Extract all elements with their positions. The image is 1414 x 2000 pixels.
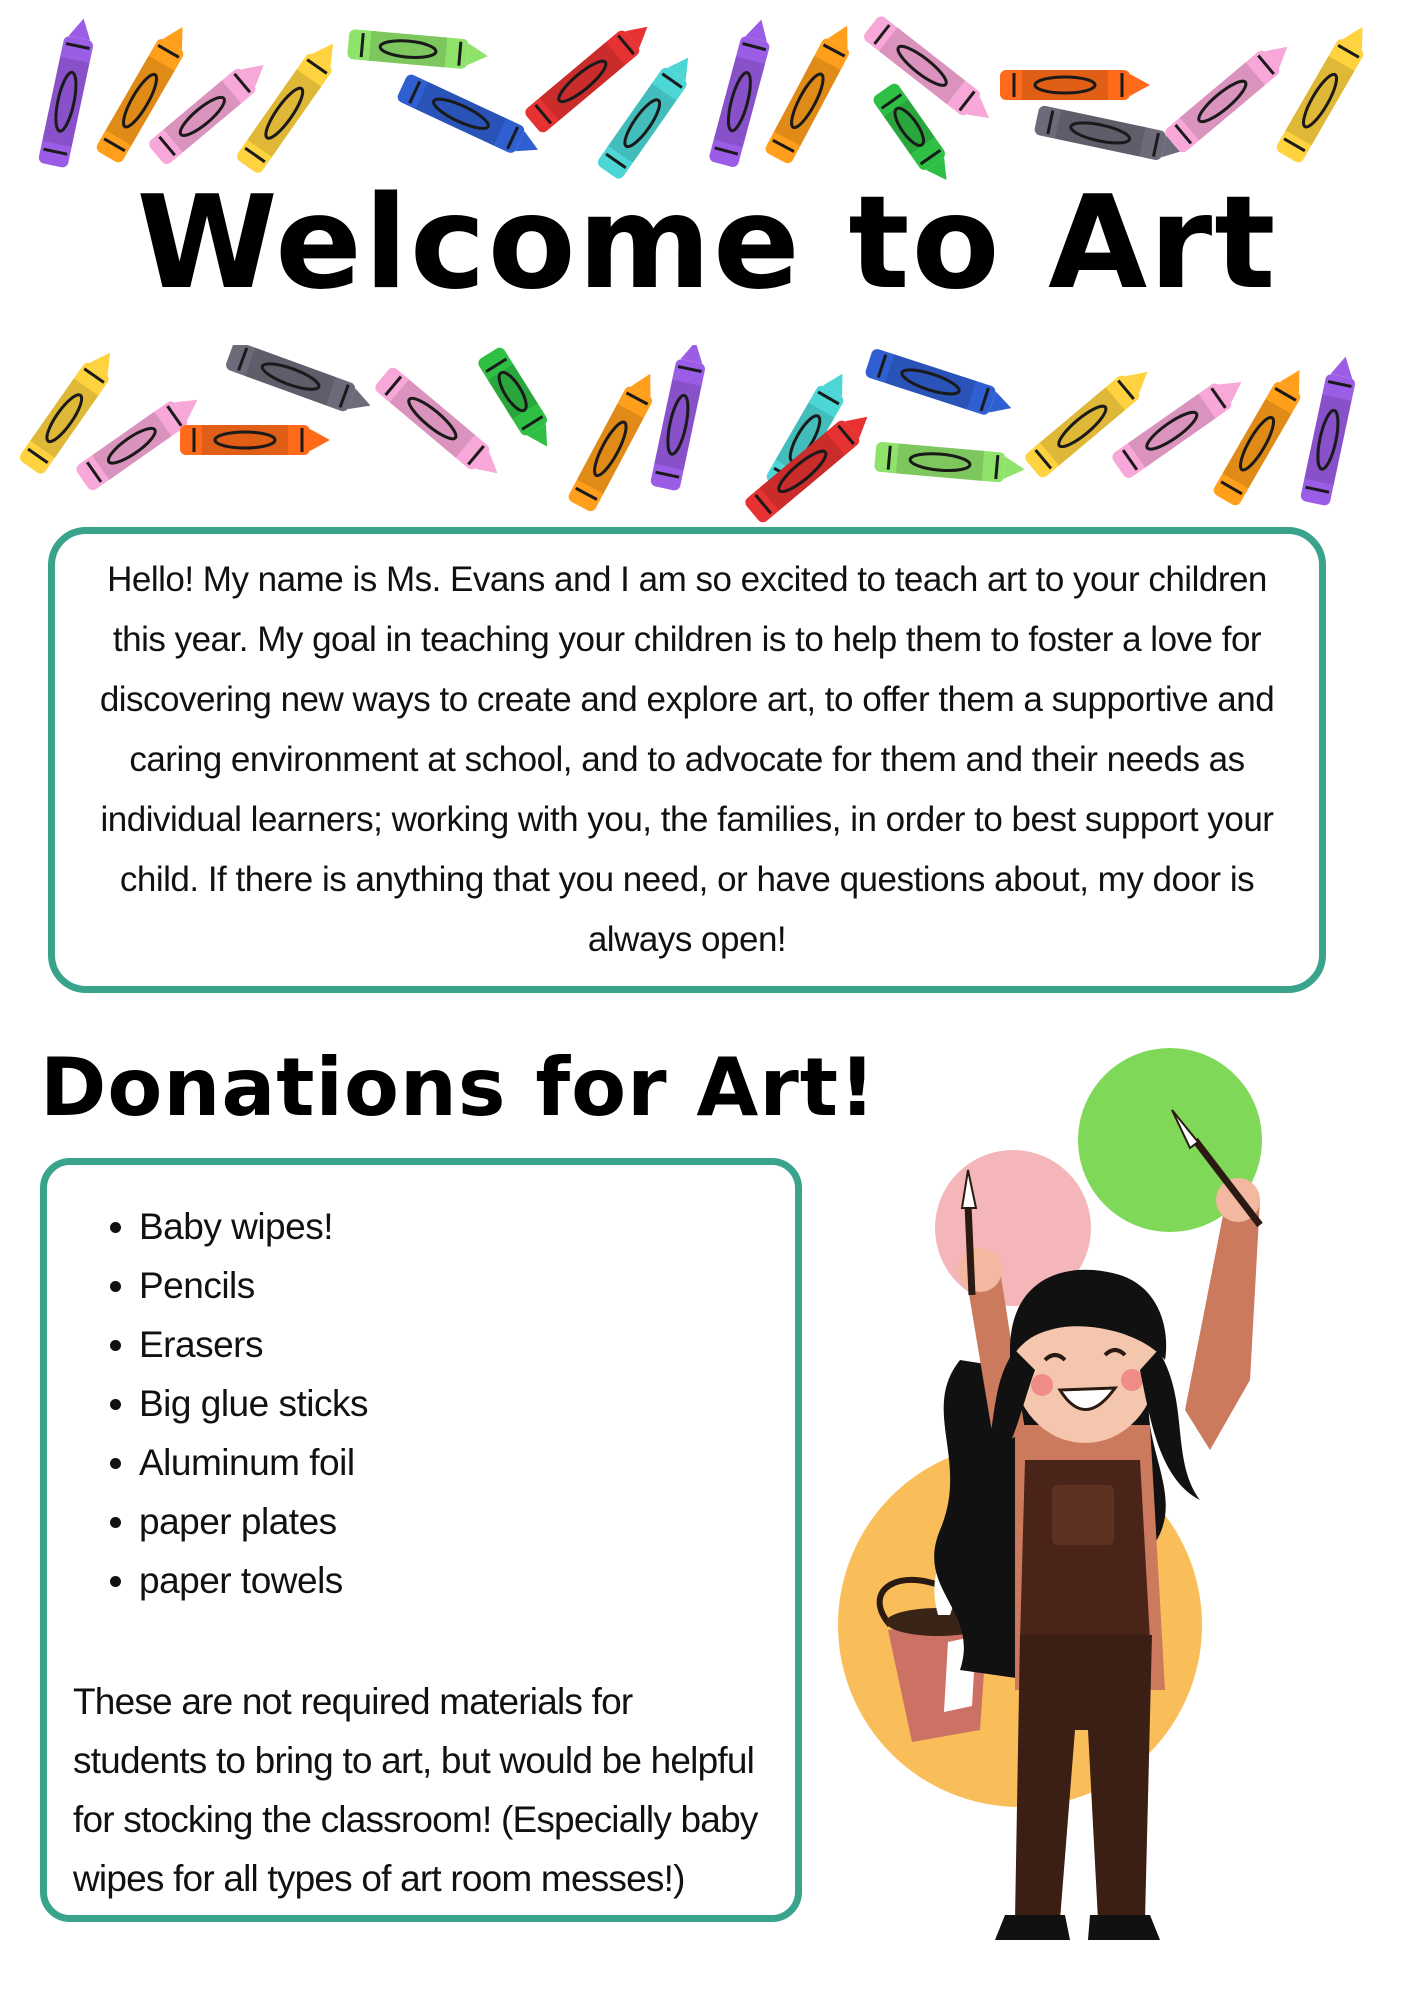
- list-item: • paper towels: [139, 1551, 771, 1610]
- crayon-icon: [1000, 70, 1150, 100]
- list-item: • Baby wipes!: [139, 1197, 771, 1256]
- crayon-icon: [1034, 105, 1187, 166]
- crayon-icon: [567, 367, 664, 514]
- crayon-icon: [864, 348, 1016, 423]
- crayon-icon: [224, 345, 375, 420]
- list-item: • Aluminum foil: [139, 1433, 771, 1492]
- intro-text: Hello! My name is Ms. Evans and I am so excited to teach art to your children this year. My goal in teaching your children is to help them to foster a love for discovering new ways to create and explore art, to offer them a supportive and caring environment at school, and to advocate for them and their needs as individual learners; working with you, the families, in order to best support your child. If there is anything that you need, or have questions about, my door is always open!: [99, 560, 1275, 959]
- donations-heading: Donations for Art!: [40, 1041, 877, 1134]
- crayon-icon: [38, 16, 99, 169]
- crayon-icon: [180, 425, 330, 455]
- donations-box: [40, 1158, 802, 1922]
- crayon-icon: [1300, 354, 1361, 507]
- crayon-icon: [1163, 35, 1297, 154]
- list-item: • Pencils: [139, 1256, 771, 1315]
- crayon-icon: [476, 345, 560, 454]
- page-title: Welcome to Art: [136, 169, 1278, 318]
- crayon-icon: [373, 365, 507, 484]
- crayon-icon: [235, 35, 346, 175]
- list-item: • Erasers: [139, 1315, 771, 1374]
- donations-note: These are not required materials for students to bring to art, but would be helpful for stocking the classroom! (Especially baby wipes for all types of art room messes!): [73, 1681, 758, 1899]
- intro-box: [48, 527, 1326, 993]
- crayon-icon: [347, 29, 489, 71]
- girl-painter-icon: [820, 1030, 1414, 1970]
- list-item: • Big glue sticks: [139, 1374, 771, 1433]
- crayon-border-bottom: [0, 345, 1414, 525]
- list-item: • paper plates: [139, 1492, 771, 1551]
- crayon-icon: [1275, 20, 1376, 165]
- crayon-icon: [650, 345, 711, 491]
- crayon-border-top: [0, 0, 1414, 185]
- crayon-icon: [764, 19, 861, 166]
- crayon-icon: [708, 16, 776, 169]
- donations-list: [73, 1197, 771, 1610]
- crayon-icon: [396, 73, 545, 164]
- crayon-icon: [874, 442, 1026, 485]
